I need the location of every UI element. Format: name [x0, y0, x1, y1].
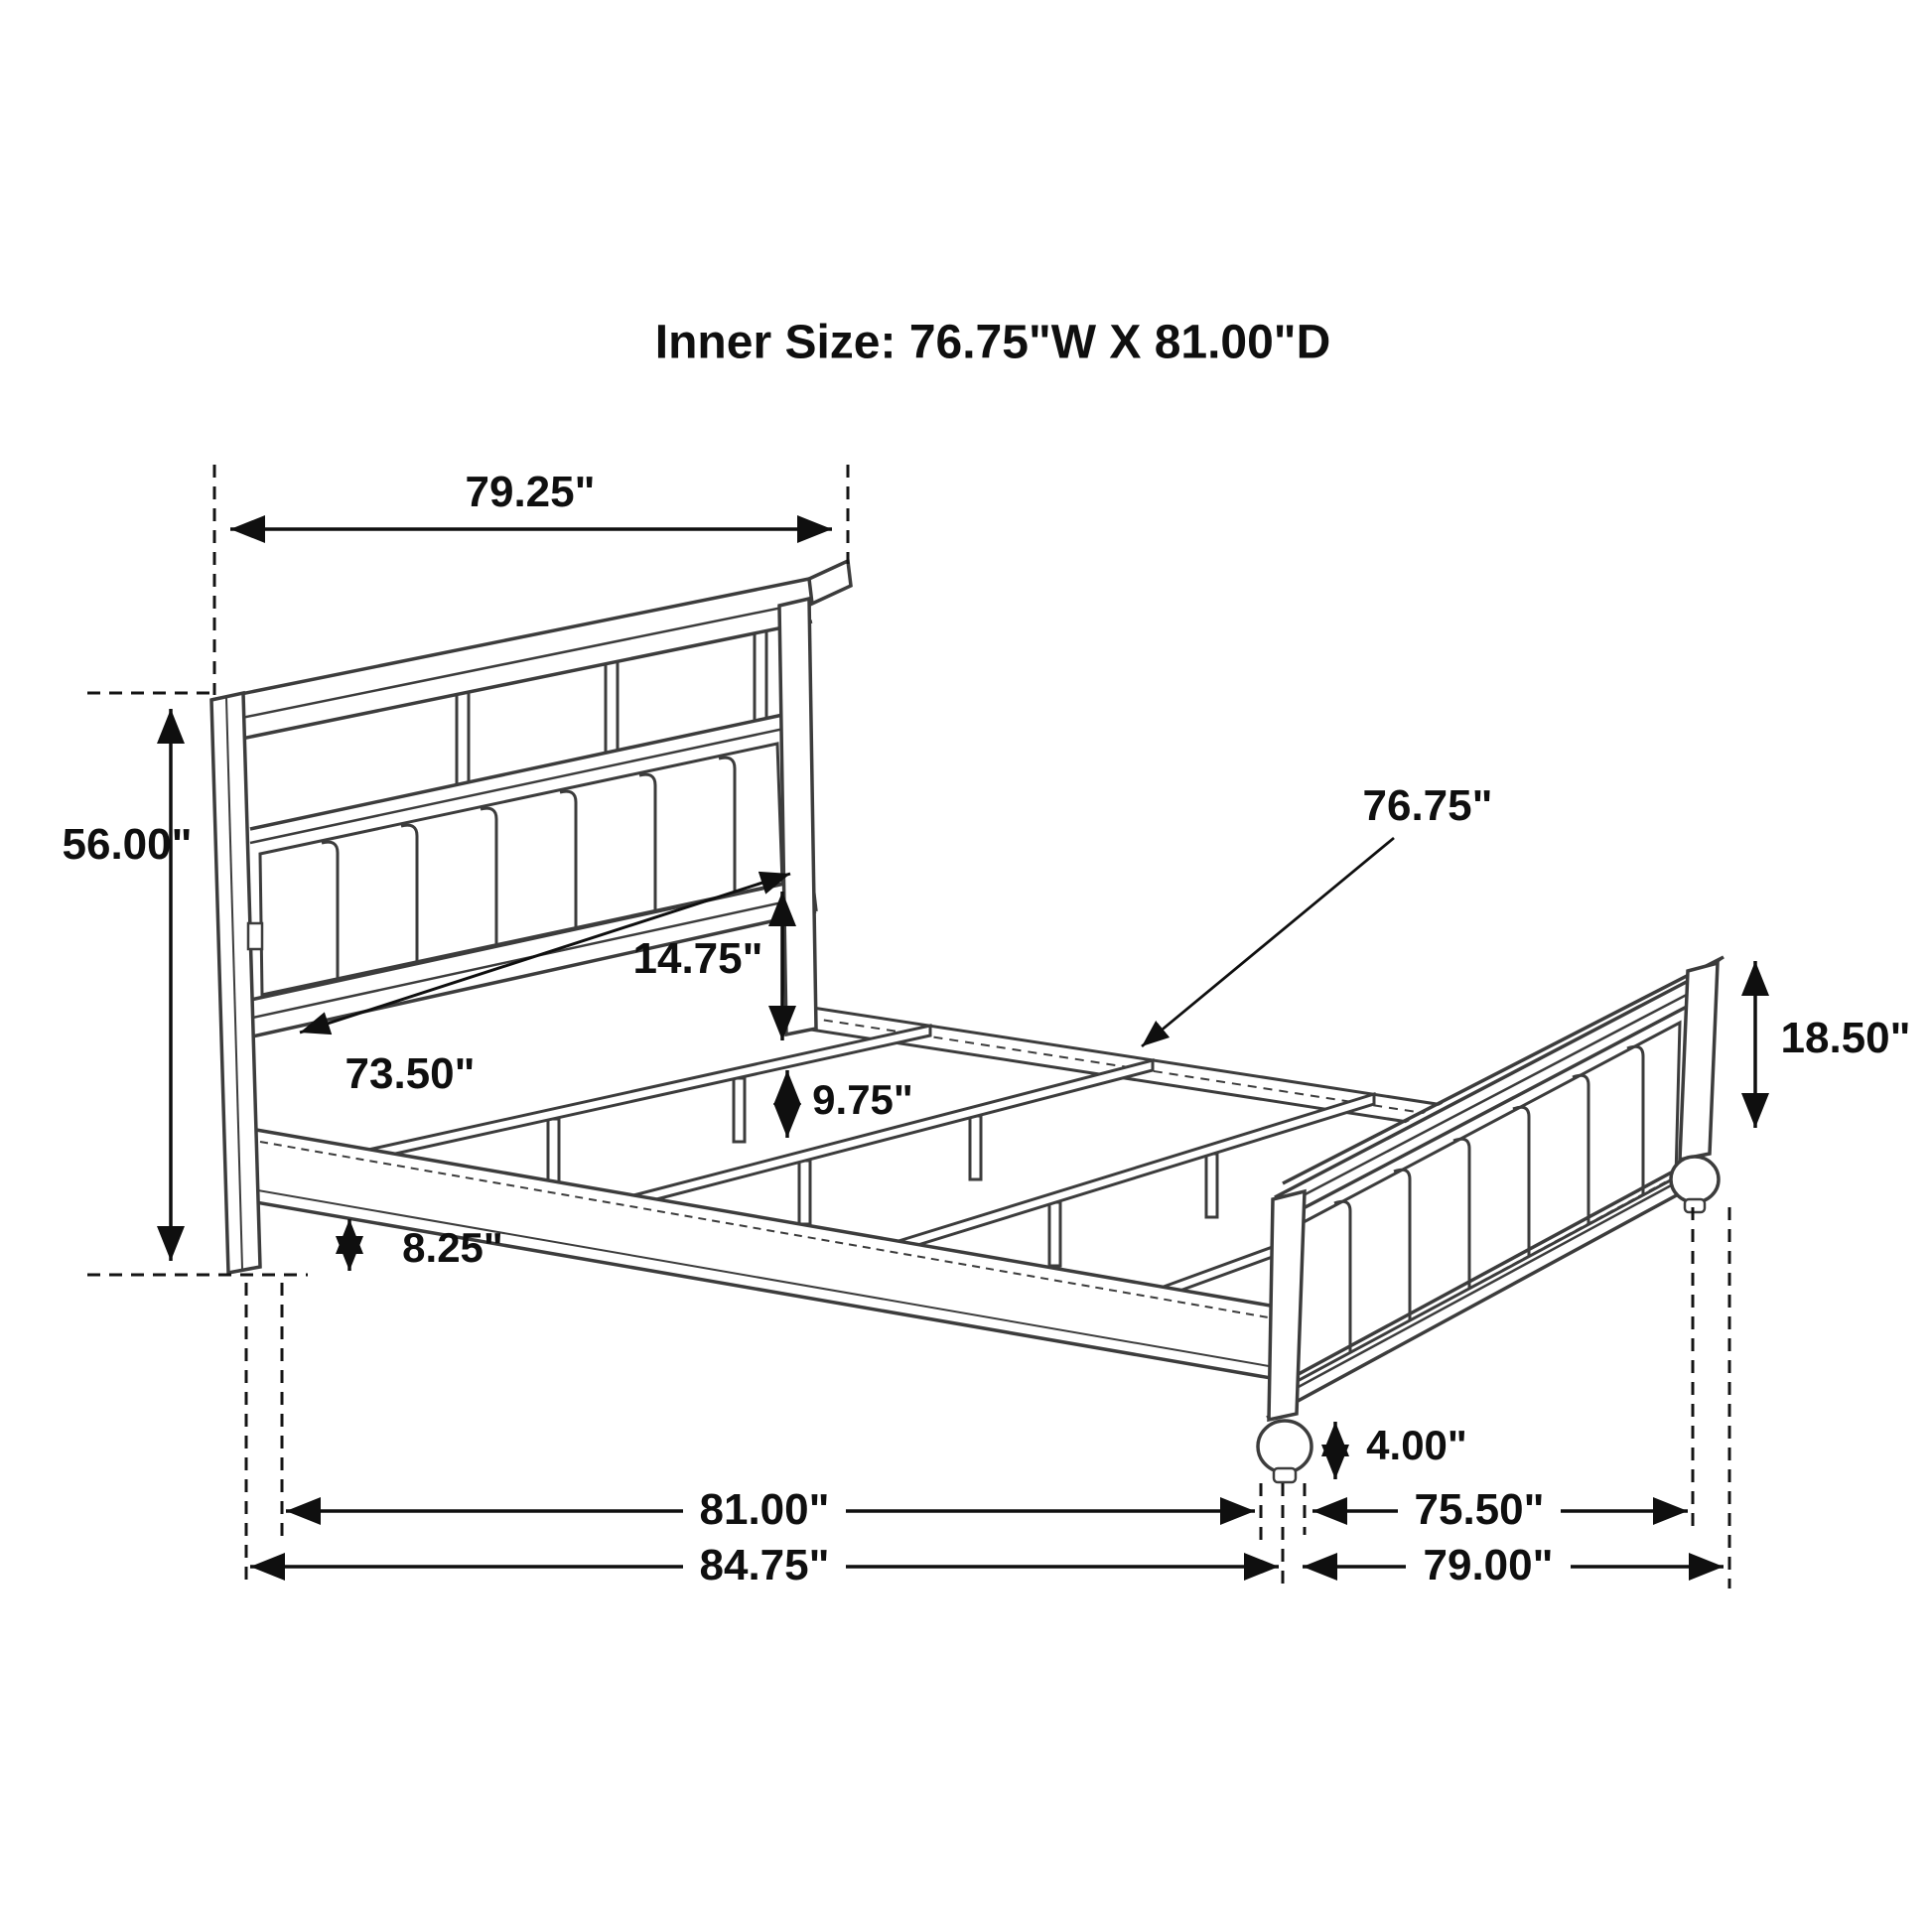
slat-leg — [799, 1161, 810, 1224]
dim-headboard-inner-width-label: 73.50" — [345, 1049, 476, 1098]
slat-leg — [1206, 1154, 1217, 1217]
leader-slat-length — [1142, 838, 1394, 1046]
dim-footboard-height-label: 18.50" — [1780, 1014, 1911, 1062]
bun-foot — [1671, 1157, 1719, 1202]
dim-inner-depth-label: 81.00" — [699, 1485, 830, 1534]
bun-foot — [1258, 1421, 1311, 1472]
page-title: Inner Size: 76.75"W X 81.00"D — [654, 316, 1331, 369]
dim-rail-clearance-label: 8.25" — [402, 1224, 503, 1271]
dim-footboard-inner-width-label: 75.50" — [1414, 1485, 1545, 1534]
dim-headboard-height-label: 56.00" — [62, 820, 193, 869]
dim-headboard-width-label: 79.25" — [465, 468, 596, 516]
footboard-right-post — [1680, 963, 1718, 1160]
dim-overall-depth-label: 84.75" — [699, 1541, 830, 1589]
bun-foot-pad — [1274, 1468, 1296, 1482]
dim-footboard-width-label: 79.00" — [1423, 1541, 1554, 1589]
dim-slat-clearance-label: 9.75" — [812, 1076, 913, 1123]
footboard-left-post — [1269, 1191, 1305, 1420]
dim-panel-to-slat-label: 14.75" — [632, 934, 763, 983]
footboard — [1258, 957, 1724, 1482]
rail-bracket — [248, 923, 262, 949]
dim-slat-length-label: 76.75" — [1362, 781, 1493, 830]
dim-foot-height-label: 4.00" — [1366, 1422, 1467, 1468]
headboard-right-post — [779, 599, 816, 1035]
bun-foot-pad — [1685, 1199, 1705, 1212]
slat-leg — [734, 1078, 745, 1142]
slat-leg — [1049, 1202, 1060, 1266]
slat-leg — [548, 1119, 559, 1182]
slat-leg — [970, 1116, 981, 1179]
